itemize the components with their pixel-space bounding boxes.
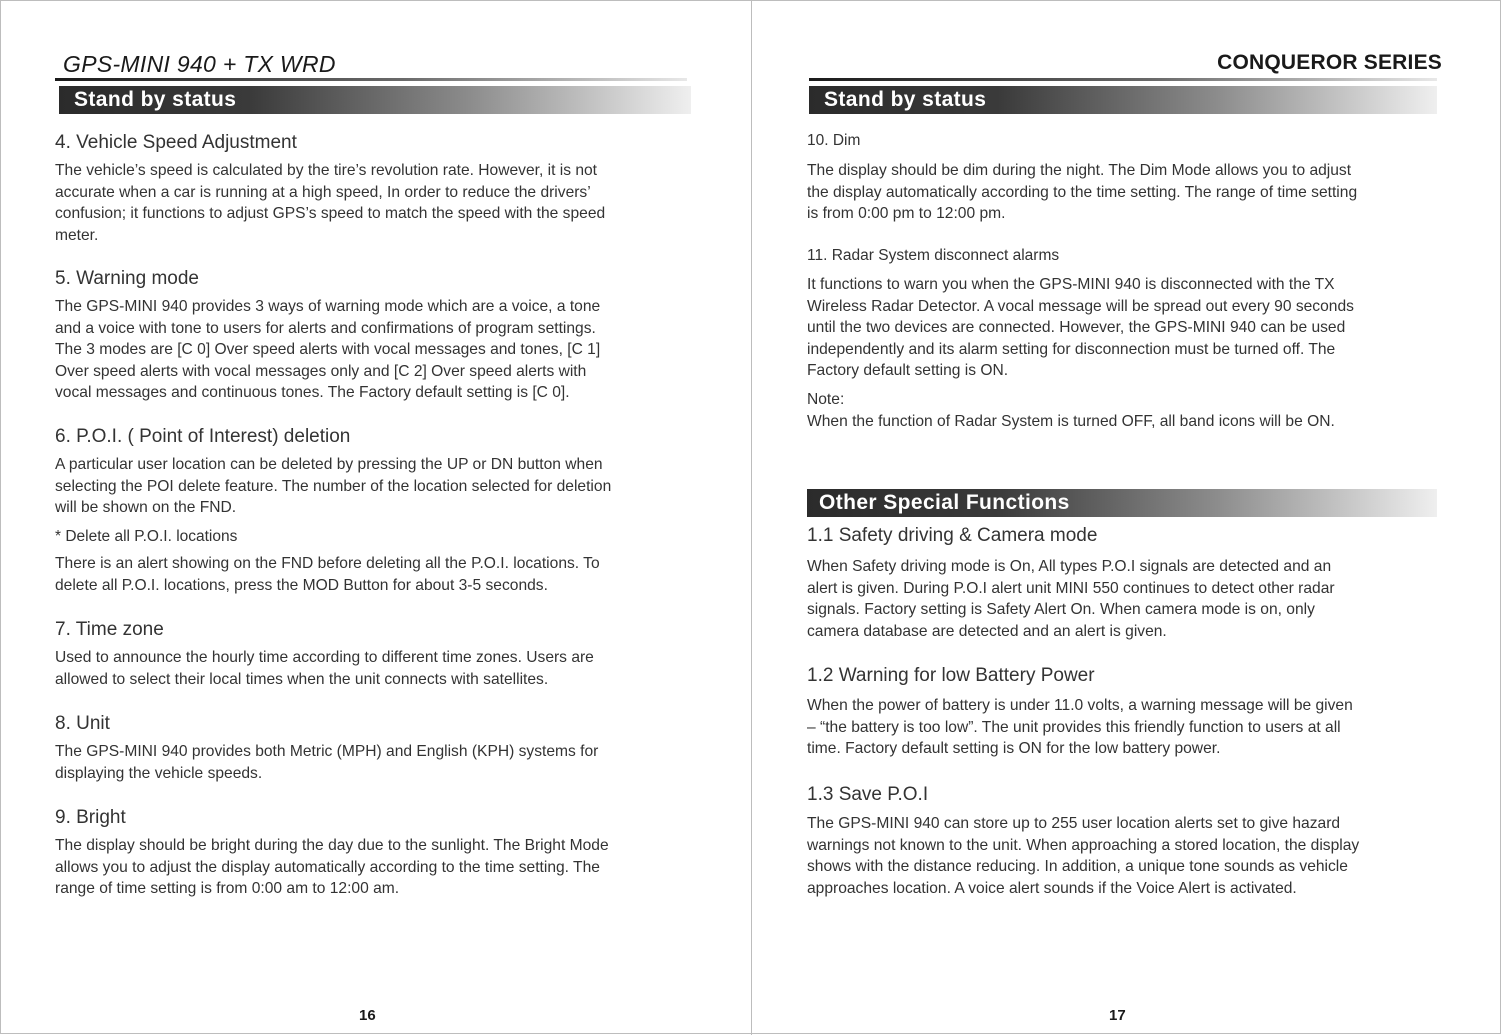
section-heading: 6. P.O.I. ( Point of Interest) deletion <box>55 426 351 447</box>
right-header-rule <box>809 78 1437 81</box>
section-paragraph: The display should be bright during the day due to the sunlight. The Bright Mode allows you to adjust the display automatically according to the time setting. The range of time setting is from 0:00 am to 12:00 am. <box>55 837 609 897</box>
note-label: Note: <box>807 391 845 408</box>
left-header-title: GPS-MINI 940 + TX WRD <box>63 51 336 77</box>
section-paragraph: It functions to warn you when the GPS-MINI 940 is disconnected with the TX Wireless Radar Detector. A vocal message will be spread out every 90 seconds until the two devices are connected. However, the GPS-MINI 940 can be used independently and its alarm setting for disconnection must be turned off. The Factory default setting is ON. <box>807 276 1354 379</box>
section-heading: 11. Radar System disconnect alarms <box>807 247 1060 264</box>
right-header-title: CONQUEROR SERIES <box>1217 51 1442 74</box>
section-heading: 1.1 Safety driving & Camera mode <box>807 525 1098 546</box>
section-heading: 5. Warning mode <box>55 268 199 289</box>
section-heading: 10. Dim <box>807 132 861 149</box>
left-header-rule <box>55 78 687 81</box>
section-paragraph: The GPS-MINI 940 provides both Metric (MPH) and English (KPH) systems for displaying the vehicle speeds. <box>55 743 599 782</box>
page-divider <box>751 1 752 1035</box>
page-number: 16 <box>359 1007 376 1024</box>
note-text: When the function of Radar System is turned OFF, all band icons will be ON. <box>807 412 1335 430</box>
special-functions-section-bar: Other Special Functions <box>807 489 1437 517</box>
left-section-bar: Stand by status <box>59 86 691 114</box>
section-paragraph: The display should be dim during the night. The Dim Mode allows you to adjust the display automatically according to the time setting. The range of time setting is from 0:00 pm to 12:00 pm. <box>807 162 1358 222</box>
right-section-bar: Stand by status <box>809 86 1437 114</box>
sub-heading: * Delete all P.O.I. locations <box>55 528 238 545</box>
section-heading: 7. Time zone <box>55 619 164 640</box>
section-paragraph: The GPS-MINI 940 provides 3 ways of warning mode which are a voice, a tone and a voice with tone to users for alerts and confirmations of program settings. The 3 modes are [C 0] Over speed alerts with vocal messages and tones, [C 1] Over speed alerts with vocal messages only and [C 2] Over speed alerts with vocal messages and continuous tones. The Factory default setting is [C 0]. <box>55 298 601 401</box>
page-number: 17 <box>1109 1007 1126 1024</box>
section-paragraph: When Safety driving mode is On, All types P.O.I signals are detected and an alert is given. During P.O.I alert unit MINI 550 continues to detect other radar signals. Factory setting is Safety Alert On. When camera mode is on, only camera database are detected and an alert is given. <box>807 558 1335 640</box>
left-page <box>55 1 691 1035</box>
note-block <box>807 389 1335 432</box>
right-page <box>807 1 1442 1035</box>
section-heading: 8. Unit <box>55 713 110 734</box>
section-heading: 1.3 Save P.O.I <box>807 784 929 805</box>
section-heading: 1.2 Warning for low Battery Power <box>807 665 1095 686</box>
section-paragraph: The vehicle’s speed is calculated by the tire’s revolution rate. However, it is not accurate when a car is running at a high speed, In order to reduce the drivers’ confusion; it functions to adjust GPS’s speed to match the speed with the speed meter. <box>55 162 606 244</box>
section-paragraph: A particular user location can be deleted by pressing the UP or DN button when selecting the POI delete feature. The number of the location selected for deletion will be shown on the FND. <box>55 456 612 516</box>
section-paragraph: When the power of battery is under 11.0 volts, a warning message will be given – “the battery is too low”. The unit provides this friendly function to users at all time. Factory default setting is ON for the low battery power. <box>807 697 1353 757</box>
section-paragraph: Used to announce the hourly time according to different time zones. Users are allowed to select their local times when the unit connects with satellites. <box>55 649 594 688</box>
section-paragraph: The GPS-MINI 940 can store up to 255 user location alerts set to give hazard warnings not known to the unit. When approaching a stored location, the display shows with the distance reducing. In addition, a unique tone sounds as vehicle approaches location. A voice alert sounds if the Voice Alert is activated. <box>807 815 1360 897</box>
section-paragraph: There is an alert showing on the FND before deleting all the P.O.I. locations. To delete all P.O.I. locations, press the MOD Button for about 3-5 seconds. <box>55 555 600 594</box>
section-heading: 9. Bright <box>55 807 126 828</box>
section-heading: 4. Vehicle Speed Adjustment <box>55 132 297 153</box>
